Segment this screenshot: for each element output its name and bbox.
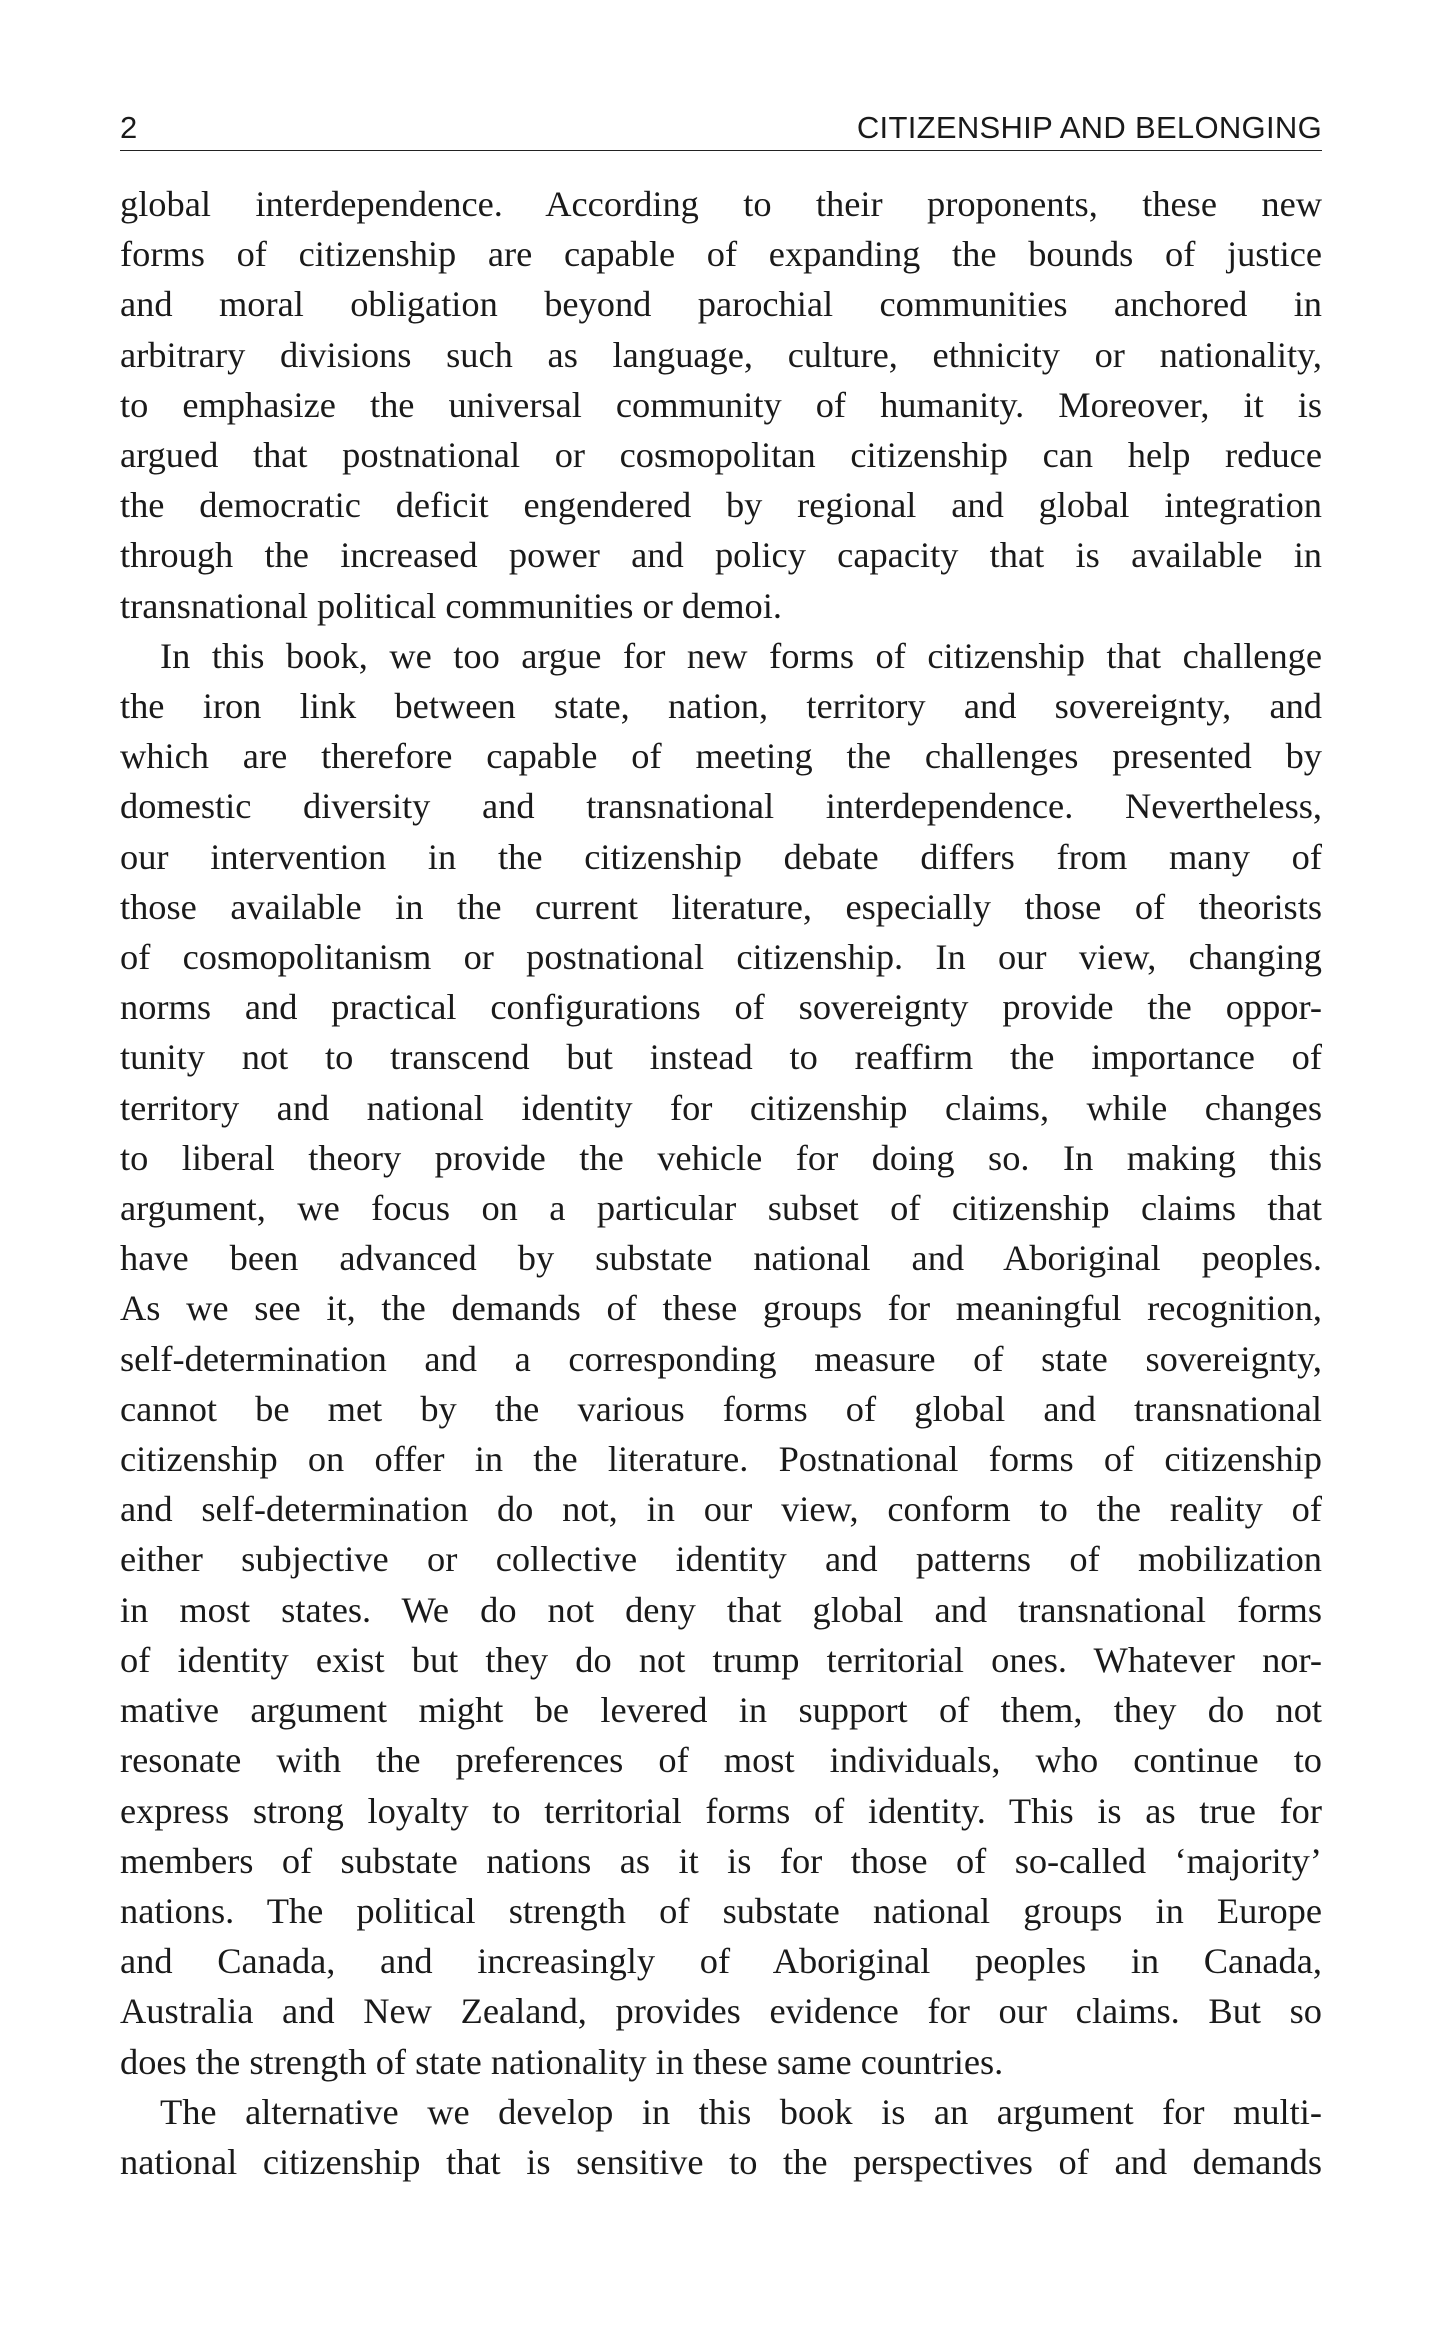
text-line: argued that postnational or cosmopolitan citizenship can help reduce	[120, 435, 1322, 476]
text-line: resonate with the preferences of most individuals, who continue to	[120, 1740, 1322, 1781]
page-number: 2	[120, 110, 138, 145]
text-line: the democratic deficit engendered by regional and global integration	[120, 485, 1322, 526]
text-line: self-determination and a corresponding measure of state sovereignty,	[120, 1338, 1322, 1379]
text-line: the iron link between state, nation, territory and sovereignty, and	[120, 686, 1322, 727]
text-line: have been advanced by substate national and Aboriginal peoples.	[120, 1238, 1322, 1279]
text-line: arbitrary divisions such as language, culture, ethnicity or nationality,	[120, 334, 1322, 375]
paragraph	[120, 2087, 1322, 2187]
text-line: The alternative we develop in this book is an argument for multi-	[160, 2091, 1322, 2132]
text-line: nations. The political strength of substate national groups in Europe	[120, 1890, 1322, 1931]
text-line: citizenship on offer in the literature. Postnational forms of citizenship	[120, 1439, 1322, 1480]
text-line: and self-determination do not, in our view, conform to the reality of	[120, 1489, 1322, 1530]
text-line: forms of citizenship are capable of expanding the bounds of justice	[120, 234, 1322, 275]
paragraph	[120, 631, 1322, 2087]
running-title: CITIZENSHIP AND BELONGING	[856, 110, 1322, 145]
text-line: transnational political communities or demoi.	[120, 585, 782, 626]
text-line: which are therefore capable of meeting the challenges presented by	[120, 736, 1322, 777]
text-line: domestic diversity and transnational interdependence. Nevertheless,	[120, 786, 1322, 827]
text-line: Australia and New Zealand, provides evidence for our claims. But so	[120, 1991, 1322, 2032]
book-page	[120, 110, 1322, 2187]
text-line: either subjective or collective identity and patterns of mobilization	[120, 1539, 1322, 1580]
text-line: and moral obligation beyond parochial communities anchored in	[120, 284, 1322, 325]
text-line: in most states. We do not deny that global and transnational forms	[120, 1589, 1322, 1630]
text-line: to emphasize the universal community of humanity. Moreover, it is	[120, 384, 1322, 425]
text-line: through the increased power and policy capacity that is available in	[120, 535, 1322, 576]
running-header	[120, 110, 1322, 151]
text-line: national citizenship that is sensitive to the perspectives of and demands	[120, 2141, 1322, 2182]
text-line: mative argument might be levered in support of them, they do not	[120, 1690, 1322, 1731]
paragraph	[120, 179, 1322, 631]
text-line: our intervention in the citizenship debate differs from many of	[120, 836, 1322, 877]
text-line: and Canada, and increasingly of Aboriginal peoples in Canada,	[120, 1941, 1322, 1982]
text-line: to liberal theory provide the vehicle for doing so. In making this	[120, 1137, 1322, 1178]
text-line: As we see it, the demands of these groups for meaningful recognition,	[120, 1288, 1322, 1329]
text-line: In this book, we too argue for new forms of citizenship that challenge	[160, 635, 1322, 676]
text-line: those available in the current literature, especially those of theorists	[120, 886, 1322, 927]
text-line: norms and practical configurations of sovereignty provide the oppor-	[120, 987, 1322, 1028]
text-line: tunity not to transcend but instead to reaffirm the importance of	[120, 1037, 1322, 1078]
text-line: express strong loyalty to territorial forms of identity. This is as true for	[120, 1790, 1322, 1831]
body-text	[120, 179, 1322, 2187]
text-line: territory and national identity for citizenship claims, while changes	[120, 1087, 1322, 1128]
text-line: global interdependence. According to their proponents, these new	[120, 184, 1322, 224]
text-line: does the strength of state nationality in these same countries.	[120, 2041, 1004, 2082]
text-line: argument, we focus on a particular subset of citizenship claims that	[120, 1188, 1322, 1229]
text-line: of cosmopolitanism or postnational citizenship. In our view, changing	[120, 937, 1322, 978]
text-line: of identity exist but they do not trump territorial ones. Whatever nor-	[120, 1639, 1322, 1680]
text-line: members of substate nations as it is for those of so-called ‘majority’	[120, 1840, 1322, 1881]
text-line: cannot be met by the various forms of global and transnational	[120, 1388, 1322, 1429]
